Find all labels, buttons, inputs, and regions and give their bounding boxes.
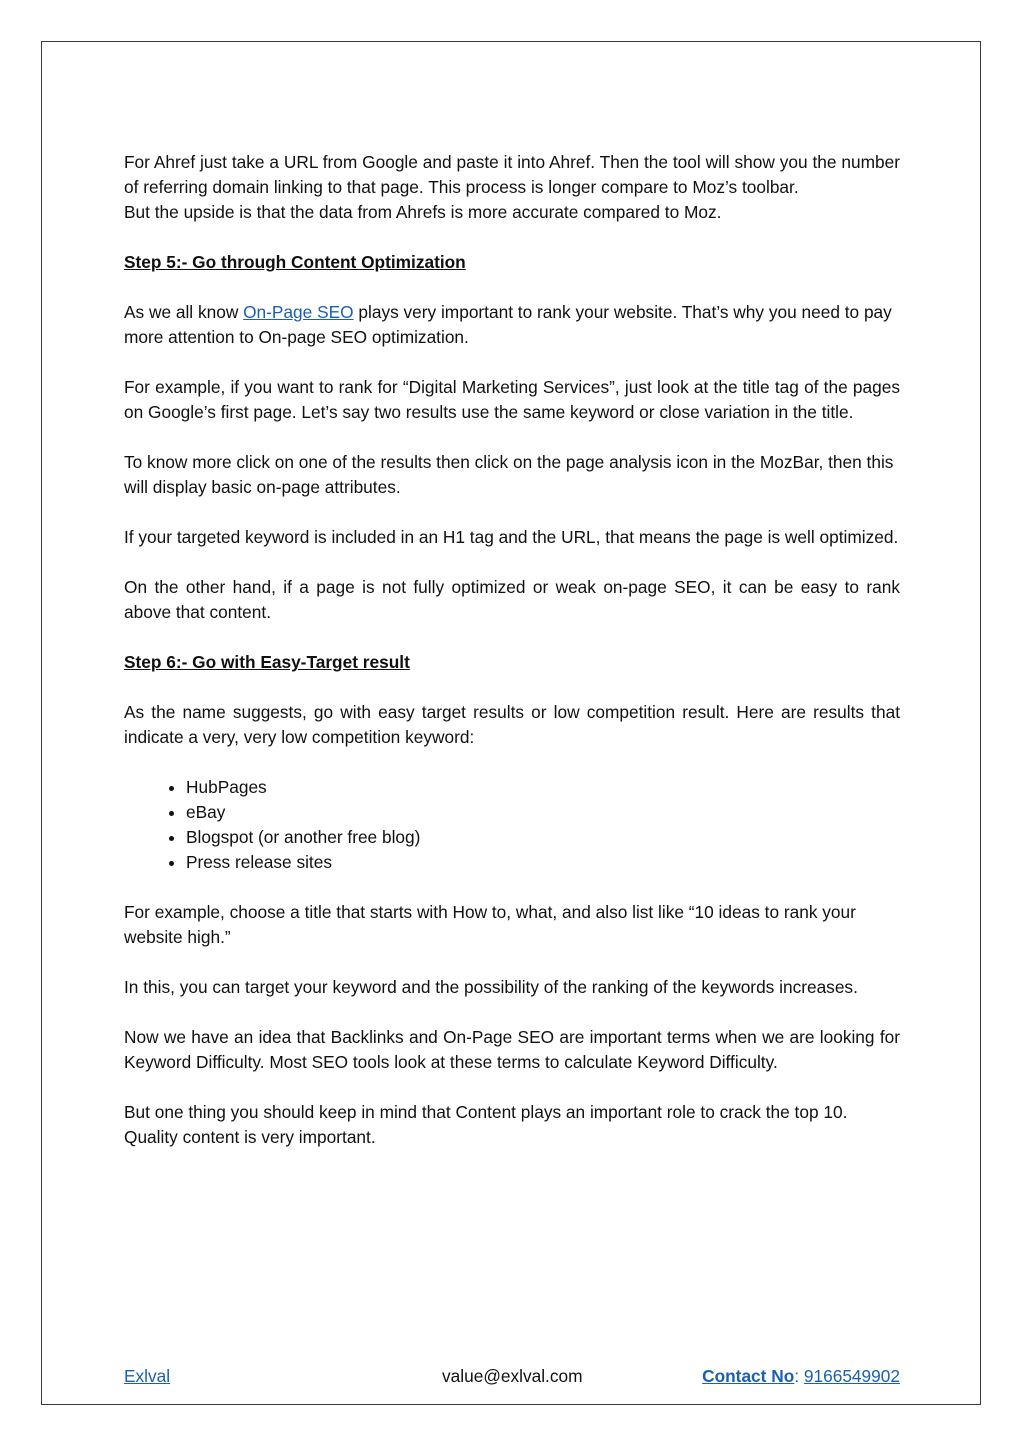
onpage-intro-rest: plays very important to rank your website. That’s why you need to pay more attention to On-page SEO optimization. [124,302,892,347]
low-competition-list [124,775,900,875]
paragraph-easy-target: As the name suggests, go with easy target results or low competition result. Here are results that indicate a very, very low competition keyword: [124,702,900,747]
footer-contact-separator: : [794,1366,804,1386]
on-page-seo-link[interactable]: On-Page SEO [243,302,354,322]
page-footer [124,1364,900,1389]
paragraph-ahref-upside: But the upside is that the data from Ahrefs is more accurate compared to Moz. [124,202,722,222]
paragraph-title-tag-example: For example, if you want to rank for “Digital Marketing Services”, just look at the title tag of the pages on Google’s first page. Let’s say two results use the same keyword or close variation in the title. [124,377,900,422]
footer-brand-link[interactable]: Exlval [124,1366,171,1386]
paragraph-ahref-process: For Ahref just take a URL from Google and paste it into Ahref. Then the tool will show you the number of referring domain linking to that page. This process is longer compare to Moz’s toolbar. [124,152,900,197]
footer-contact [702,1364,900,1389]
paragraph-h1-keyword: If your targeted keyword is included in an H1 tag and the URL, that means the page is well optimized. [124,527,899,547]
document-body [124,150,900,1175]
paragraph-weak-onpage: On the other hand, if a page is not fully optimized or weak on-page SEO, it can be easy to rank above that content. [124,577,900,622]
paragraph-target-keyword: In this, you can target your keyword and the possibility of the ranking of the keywords increases. [124,977,858,997]
step-6-heading: Step 6:- Go with Easy-Target result [124,652,410,672]
footer-contact-number[interactable]: 9166549902 [803,1366,900,1386]
list-item: • Blogspot (or another free blog) [186,825,900,850]
step-5-heading: Step 5:- Go through Content Optimization [124,252,466,272]
paragraph-title-example: For example, choose a title that starts with How to, what, and also list like “10 ideas to rank your website high.” [124,902,856,947]
list-item: • eBay [186,800,900,825]
paragraph-keyword-difficulty: Now we have an idea that Backlinks and On-Page SEO are important terms when we are looking for Keyword Difficulty. Most SEO tools look at these terms to calculate Keyword Difficulty. [124,1027,900,1072]
paragraph-onpage-intro [124,300,900,350]
footer-email: value@exlval.com [442,1366,583,1386]
onpage-intro-text: As we all know [124,302,244,322]
footer-contact-label: Contact No [702,1366,795,1386]
list-item: • HubPages [186,775,900,800]
paragraph-quality-content: But one thing you should keep in mind that Content plays an important role to crack the top 10. Quality content is very important. [124,1102,848,1147]
paragraph-mozbar-analysis: To know more click on one of the results then click on the page analysis icon in the MozBar, then this will display basic on-page attributes. [124,452,894,497]
list-item: • Press release sites [186,850,900,875]
